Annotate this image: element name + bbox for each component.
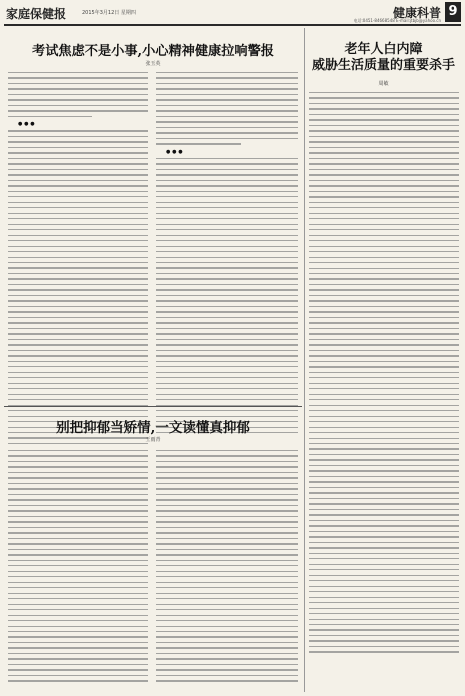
issue-date: 2015年3月12日 星期四 <box>82 10 136 16</box>
section-name: 家庭保健报 <box>6 7 67 21</box>
article-2-column-2 <box>156 450 298 686</box>
article-3-column <box>309 92 459 657</box>
article-1-title: 考试焦虑不是小事,小心精神健康拉响警报 <box>32 44 274 59</box>
article-3-title: 老年人白内障 威胁生活质量的重要杀手 <box>311 42 455 74</box>
article-2-author: 王雨青 <box>145 437 161 443</box>
masthead <box>4 2 461 26</box>
page-number: 9 <box>445 2 461 22</box>
article-1-column-2 <box>156 72 298 437</box>
article-3-author: 周敏 <box>378 81 389 87</box>
article-2-title: 别把抑郁当矫情,一文读懂真抑郁 <box>56 420 250 436</box>
contact-info: 电话:0451-84668548 E-mail:jtbjb@yahoo.cn <box>353 18 441 23</box>
newspaper-page <box>4 2 461 694</box>
article-1-subhead-1: ● ● ● <box>18 121 35 128</box>
article-1-subhead-2: ● ● ● <box>166 148 183 155</box>
article-2-column-1 <box>8 450 148 686</box>
article-1-column-1 <box>8 72 148 448</box>
article-1-author: 张玉英 <box>145 61 161 67</box>
brand-title: 健康科普 <box>392 6 441 20</box>
column-divider <box>304 28 305 692</box>
